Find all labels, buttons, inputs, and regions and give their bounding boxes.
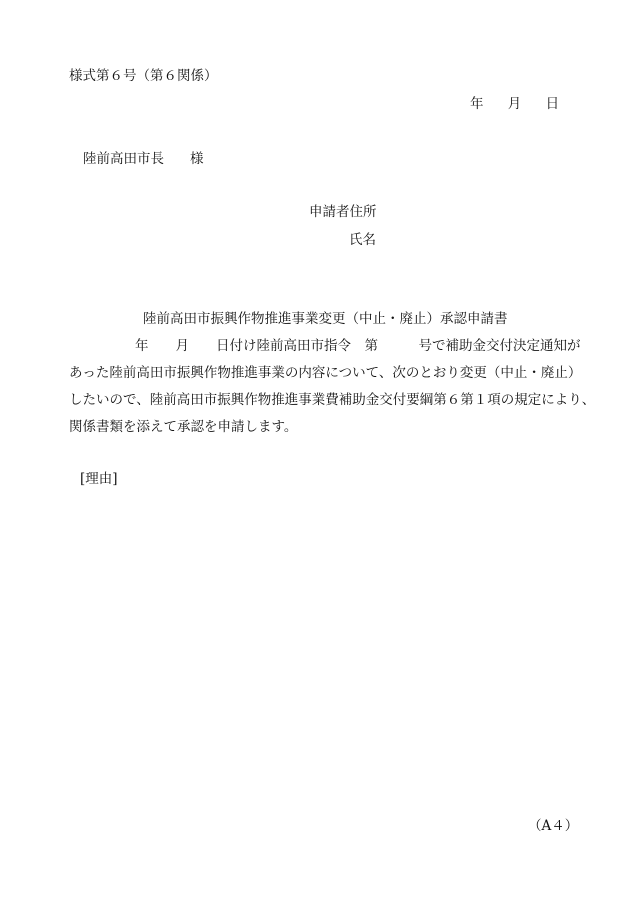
body-text-line-1: 年 月 日付け陸前高田市指令 第 号で補助金交付決定通知が: [135, 338, 581, 354]
date-day-label: 日: [545, 96, 560, 112]
form-number: 様式第６号（第６関係）: [69, 68, 218, 84]
document-title: 陸前高田市振興作物推進事業変更（中止・廃止）承認申請書: [143, 311, 508, 327]
addressee: [83, 153, 204, 167]
reason-heading: [理由]: [80, 471, 118, 487]
applicant-address-label: 申請者住所: [309, 204, 377, 220]
applicant-name-label: 氏名: [349, 232, 376, 248]
addressee-name: 陸前高田市長: [83, 151, 164, 167]
paper-size-label: （A４）: [528, 818, 579, 834]
body-text-line-3: したいので、陸前高田市振興作物推進事業費補助金交付要綱第６第１項の規定により、: [69, 392, 596, 408]
date-line: [470, 98, 559, 112]
body-text-line-4: 関係書類を添えて承認を申請します。: [69, 419, 298, 435]
date-month-label: 月: [507, 96, 522, 112]
addressee-honorific: 様: [190, 151, 204, 167]
body-text-line-2: あった陸前高田市振興作物推進事業の内容について、次のとおり変更（中止・廃止）: [69, 365, 582, 381]
date-year-label: 年: [470, 96, 484, 112]
